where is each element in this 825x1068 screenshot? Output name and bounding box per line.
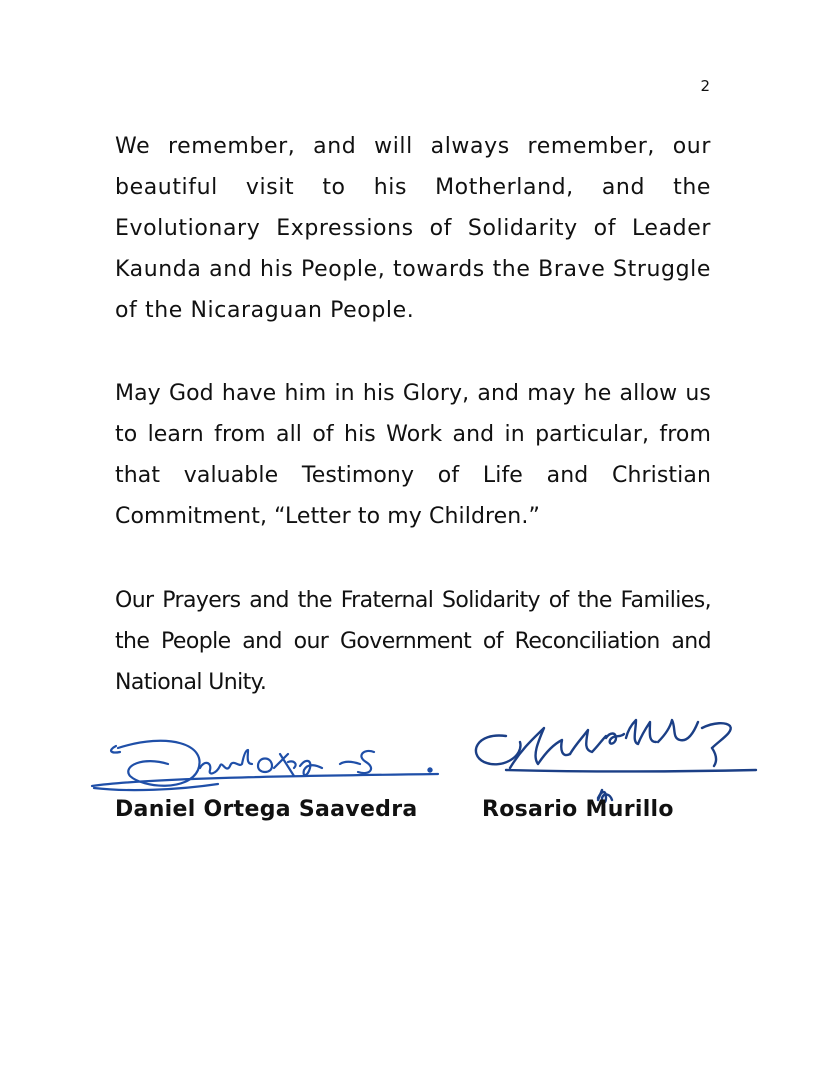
paragraph-solidarity: Our Prayers and the Fraternal Solidarity of the Families, the People and our Government of Reconciliation and National Unity. <box>115 588 711 695</box>
signer-name-daniel-ortega: Daniel Ortega Saavedra <box>115 797 418 822</box>
signature-rosario-murillo <box>466 698 766 810</box>
paragraph-remembrance: We remember, and will always remember, our beautiful visit to his Motherland, and the Evolutionary Expressions of Solidarity of Leader Kaunda and his People, towards the Brave Struggle of the Nicaraguan People. <box>115 134 711 323</box>
page-number: 2 <box>700 77 710 95</box>
paragraph-prayer: May God have him in his Glory, and may he allow us to learn from all of his Work and in particular, from that valuable Testimony of Life and Christian Commitment, “Letter to my Children.” <box>115 381 711 529</box>
signature-daniel-ortega <box>88 726 448 806</box>
signer-name-rosario-murillo: Rosario Murillo <box>482 797 674 822</box>
